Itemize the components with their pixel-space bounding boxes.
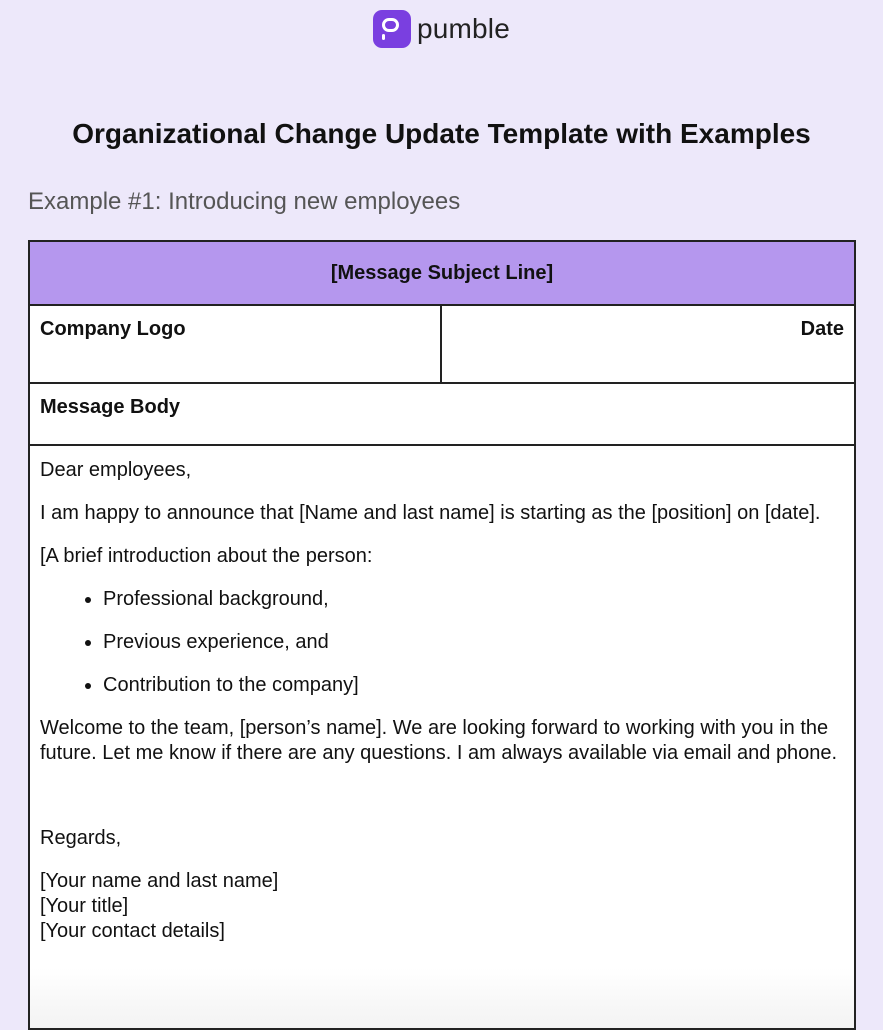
example-subtitle: Example #1: Introducing new employees <box>28 188 461 215</box>
subject-line-row <box>30 242 854 306</box>
signature-title: [Your title] <box>40 895 129 917</box>
signature-name: [Your name and last name] <box>40 870 279 892</box>
brand-name: pumble <box>416 13 511 44</box>
subject-line-text: [Message Subject Line] <box>330 261 554 284</box>
signature-block <box>40 869 844 944</box>
regards-text: Regards, <box>40 827 122 849</box>
message-body-content <box>30 446 854 956</box>
greeting-text: Dear employees, <box>40 459 192 481</box>
intro-bullet-list <box>40 587 844 698</box>
announcement-text: I am happy to announce that [Name and last name] is starting as the [position] on [date]. <box>40 502 821 524</box>
logo-date-row <box>30 306 854 384</box>
page-title: Organizational Change Update Template with Examples <box>72 118 811 149</box>
intro-text: [A brief introduction about the person: <box>40 545 373 567</box>
message-body-label-row: Message Body <box>30 384 854 446</box>
bullet-item: • Professional background, <box>103 587 844 612</box>
pumble-logo-icon <box>373 10 411 48</box>
bullet-item: • Contribution to the company] <box>103 673 844 698</box>
welcome-text: Welcome to the team, [person’s name]. We are looking forward to working with you in the future. Let me know if there are any questions. I am always available via email and phone. <box>40 717 838 764</box>
date-cell: Date <box>800 318 844 340</box>
bullet-item: • Previous experience, and <box>103 630 844 655</box>
company-logo-cell: Company Logo <box>30 306 442 382</box>
signature-contact: [Your contact details] <box>40 920 225 942</box>
message-template-table <box>28 240 856 1030</box>
brand-header <box>0 10 883 48</box>
